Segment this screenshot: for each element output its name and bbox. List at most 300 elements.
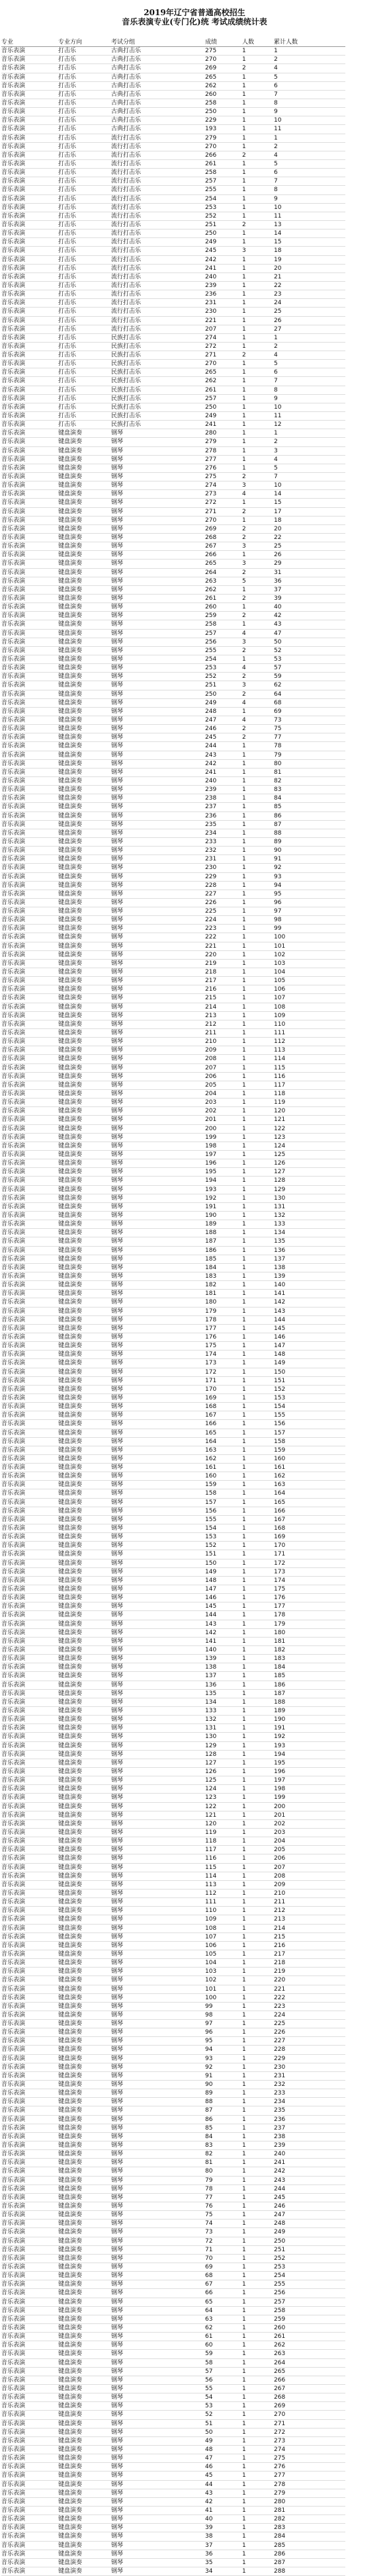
table-cell: 键盘演奏 [58,917,83,924]
table-row [1,2489,345,2498]
table-cell: 192 [274,1733,286,1741]
table-cell: 音乐表演 [1,403,26,411]
table-cell: 钢琴 [111,2133,124,2140]
table-cell: 音乐表演 [1,1525,26,1532]
table-cell: 190 [205,1212,217,1219]
table-cell: 1 [242,499,246,507]
table-cell: 音乐表演 [1,2255,26,2262]
table-cell: 2 [242,221,246,228]
table-cell: 188 [274,1698,286,1706]
table-cell: 音乐表演 [1,1169,26,1176]
table-cell: 钢琴 [111,699,124,706]
table-cell: 音乐表演 [1,1925,26,1932]
table-cell: 2 [242,65,246,72]
table-cell: 钢琴 [111,2072,124,2079]
table-cell: 音乐表演 [1,1664,26,1671]
table-row [1,1003,345,1012]
table-cell: 钢琴 [111,1125,124,1132]
table-cell: 音乐表演 [1,1229,26,1237]
table-cell: 键盘演奏 [58,2272,83,2280]
table-row [1,760,345,769]
table-cell: 248 [205,708,217,715]
table-row [1,542,345,551]
table-cell: 键盘演奏 [58,1081,83,1089]
table-cell: 10 [274,403,282,411]
table-cell: 1 [242,1872,246,1880]
table-cell: 1 [242,1751,246,1758]
table-row [1,1724,345,1733]
table-cell: 226 [205,899,217,906]
table-row [1,847,345,855]
table-row [1,1655,345,1663]
table-cell: 钢琴 [111,2229,124,2236]
table-row [1,508,345,517]
table-cell: 钢琴 [111,1264,124,1271]
table-row [1,1247,345,1255]
table-cell: 键盘演奏 [58,977,83,985]
table-cell: 140 [205,1647,217,1654]
table-cell: 225 [274,2020,286,2028]
table-cell: 23 [274,291,282,298]
table-cell: 音乐表演 [1,2420,26,2427]
table-cell: 36 [274,577,282,585]
table-cell: 钢琴 [111,995,124,1002]
table-cell: 键盘演奏 [58,2385,83,2392]
table-cell: 205 [205,1081,217,1089]
table-cell: 钢琴 [111,1838,124,1845]
table-cell: 3 [242,543,246,550]
table-cell: 193 [205,126,217,133]
table-cell: 1 [242,1507,246,1515]
table-row [1,1264,345,1272]
table-cell: 音乐表演 [1,1759,26,1766]
table-cell: 1 [242,1725,246,1732]
table-cell: 音乐表演 [1,2385,26,2392]
table-cell: 音乐表演 [1,986,26,993]
table-cell: 252 [205,212,217,220]
table-row [1,343,345,351]
table-cell: 钢琴 [111,1151,124,1158]
table-cell: 1 [242,464,246,472]
table-cell: 音乐表演 [1,317,26,324]
table-cell: 音乐表演 [1,273,26,280]
table-cell: 204 [274,1838,286,1845]
table-cell: 143 [274,1308,286,1315]
table-cell: 音乐表演 [1,1942,26,1949]
table-cell: 108 [205,1925,217,1932]
table-cell: 274 [205,334,217,341]
table-cell: 218 [274,1960,286,1967]
table-row [1,1994,345,2003]
table-cell: 182 [274,1647,286,1654]
table-cell: 音乐表演 [1,1916,26,1923]
table-cell: 钢琴 [111,769,124,776]
table-cell: 1 [242,760,246,767]
table-cell: 177 [274,1603,286,1610]
table-row [1,1142,345,1151]
table-cell: 1 [242,1377,246,1384]
table-row [1,1524,345,1533]
table-cell: 键盘演奏 [58,751,83,759]
table-cell: 键盘演奏 [58,1855,83,1862]
table-cell: 钢琴 [111,1064,124,1071]
table-cell: 键盘演奏 [58,1751,83,1758]
table-cell: 47 [205,2455,213,2462]
table-cell: 钢琴 [111,2498,124,2505]
table-cell: 1 [242,291,246,298]
table-cell: 键盘演奏 [58,2220,83,2227]
table-cell: 音乐表演 [1,1003,26,1011]
table-cell: 224 [274,2011,286,2018]
table-cell: 11 [274,413,282,420]
table-cell: 钢琴 [111,1820,124,1827]
table-row [1,681,345,690]
table-cell: 222 [274,1994,286,2001]
table-row [1,2046,345,2054]
table-cell: 音乐表演 [1,1438,26,1445]
table-cell: 1 [242,1047,246,1054]
table-cell: 88 [274,829,282,837]
table-cell: 打击乐 [58,334,77,341]
table-cell: 音乐表演 [1,995,26,1002]
table-cell: 57 [205,2368,213,2375]
table-cell: 钢琴 [111,1421,124,1428]
table-cell: 196 [205,1160,217,1167]
table-cell: 钢琴 [111,2124,124,2132]
table-cell: 钢琴 [111,1655,124,1663]
table-cell: 1 [242,1247,246,1254]
table-cell: 39 [205,2524,213,2532]
table-cell: 1 [242,265,246,272]
table-row [1,1837,345,1846]
table-row [1,2393,345,2402]
table-cell: 键盘演奏 [58,2029,83,2036]
table-cell: 1 [242,2237,246,2245]
table-cell: 键盘演奏 [58,1872,83,1880]
table-cell: 流行打击乐 [111,187,142,194]
table-cell: 180 [205,1299,217,1306]
table-cell: 钢琴 [111,1716,124,1724]
table-cell: 键盘演奏 [58,2046,83,2054]
table-cell: 键盘演奏 [58,2524,83,2532]
table-cell: 键盘演奏 [58,1925,83,1932]
table-cell: 1 [242,73,246,81]
table-cell: 141 [274,1290,286,1298]
table-cell: 键盘演奏 [58,1464,83,1472]
table-cell: 键盘演奏 [58,2290,83,2297]
table-cell: 1 [274,430,278,437]
table-cell: 音乐表演 [1,447,26,454]
table-cell: 音乐表演 [1,1056,26,1063]
table-cell: 258 [205,169,217,177]
table-cell: 1 [242,1499,246,1506]
table-cell: 钢琴 [111,586,124,593]
table-row [1,1020,345,1029]
table-cell: 1 [242,334,246,341]
table-row [1,1698,345,1707]
table-cell: 1 [242,1020,246,1028]
table-cell: 音乐表演 [1,1177,26,1184]
table-cell: 1 [242,1073,246,1080]
table-cell: 键盘演奏 [58,1151,83,1158]
table-cell: 钢琴 [111,1142,124,1149]
table-cell: 音乐表演 [1,99,26,106]
table-cell: 127 [205,1759,217,1766]
table-cell: 流行打击乐 [111,151,142,159]
table-cell: 1 [242,239,246,246]
table-cell: 键盘演奏 [58,2212,83,2219]
table-cell: 10 [274,482,282,489]
table-cell: 音乐表演 [1,2368,26,2375]
table-cell: 音乐表演 [1,569,26,576]
table-cell: 165 [274,1499,286,1506]
table-cell: 钢琴 [111,517,124,524]
table-cell: 钢琴 [111,1282,124,1289]
table-cell: 202 [274,1820,286,1827]
table-cell: 键盘演奏 [58,1620,83,1628]
table-row [1,786,345,794]
table-cell: 钢琴 [111,2385,124,2392]
table-cell: 2 [274,143,278,150]
table-cell: 112 [205,1890,217,1897]
table-cell: 53 [205,2403,213,2410]
table-cell: 键盘演奏 [58,960,83,967]
table-row [1,586,345,595]
table-cell: 144 [274,1316,286,1323]
table-cell: 钢琴 [111,1394,124,1401]
table-row [1,1272,345,1281]
table-cell: 钢琴 [111,621,124,628]
table-cell: 5 [274,160,278,167]
table-cell: 键盘演奏 [58,1507,83,1515]
table-row [1,403,345,412]
table-cell: 打击乐 [58,126,77,133]
table-cell: 138 [205,1664,217,1671]
table-cell: 1 [242,1829,246,1836]
table-cell: 236 [274,2116,286,2123]
table-cell: 271 [205,508,217,515]
table-row [1,2141,345,2150]
table-row [1,2333,345,2341]
table-cell: 53 [274,655,282,663]
table-row [1,256,345,265]
table-cell: 键盘演奏 [58,890,83,897]
table-cell: 钢琴 [111,569,124,576]
table-cell: 钢琴 [111,1568,124,1575]
table-cell: 音乐表演 [1,2081,26,2089]
table-cell: 键盘演奏 [58,856,83,863]
table-cell: 键盘演奏 [58,1047,83,1054]
table-cell: 钢琴 [111,690,124,698]
table-cell: 钢琴 [111,2559,124,2566]
table-cell: 181 [274,1638,286,1645]
table-cell: 钢琴 [111,508,124,515]
table-cell: 1 [242,1664,246,1671]
table-row [1,99,345,108]
table-cell: 255 [205,647,217,654]
table-row [1,395,345,403]
table-cell: 键盘演奏 [58,1177,83,1184]
table-cell: 211 [205,1030,217,1037]
table-row [1,699,345,708]
table-cell: 打击乐 [58,421,77,429]
table-cell: 键盘演奏 [58,1864,83,1871]
table-cell: 111 [205,1899,217,1906]
table-cell: 音乐表演 [1,734,26,741]
table-cell: 3 [242,482,246,489]
table-cell: 13 [274,221,282,228]
table-cell: 键盘演奏 [58,1516,83,1523]
table-row [1,569,345,577]
table-cell: 打击乐 [58,317,77,324]
table-cell: 钢琴 [111,917,124,924]
table-cell: 1 [242,2333,246,2341]
table-cell: 键盘演奏 [58,1125,83,1132]
table-cell: 68 [274,699,282,706]
table-cell: 键盘演奏 [58,1933,83,1940]
table-cell: 1 [242,421,246,429]
table-cell: 键盘演奏 [58,673,83,681]
table-cell: 钢琴 [111,1446,124,1454]
table-cell: 259 [274,2315,286,2323]
table-cell: 键盘演奏 [58,1786,83,1793]
table-row [1,882,345,890]
table-cell: 键盘演奏 [58,1890,83,1897]
table-cell: 286 [274,2550,286,2557]
table-cell: 105 [274,977,286,985]
table-cell: 99 [274,925,282,933]
table-cell: 235 [274,2107,286,2114]
table-cell: 5 [274,360,278,368]
table-cell: 155 [205,1516,217,1523]
table-cell: 1 [242,1238,246,1245]
table-cell: 1 [242,1803,246,1810]
table-cell: 钢琴 [111,2307,124,2314]
table-cell: 音乐表演 [1,474,26,481]
table-cell: 钢琴 [111,1960,124,1967]
table-cell: 261 [205,595,217,602]
table-cell: 1 [242,82,246,89]
table-cell: 钢琴 [111,2046,124,2054]
table-cell: 141 [205,1638,217,1645]
table-cell: 153 [274,1394,286,1401]
table-cell: 4 [242,630,246,637]
header-cell: 累计人数 [274,39,298,46]
table-cell: 键盘演奏 [58,1308,83,1315]
table-row [1,317,345,325]
table-cell: 音乐表演 [1,960,26,967]
table-cell: 1 [242,1716,246,1724]
table-cell: 142 [205,1629,217,1636]
table-cell: 音乐表演 [1,2237,26,2245]
table-cell: 键盘演奏 [58,1429,83,1436]
table-cell: 钢琴 [111,1777,124,1784]
table-row [1,829,345,838]
table-cell: 钢琴 [111,1186,124,1193]
table-cell: 34 [205,2567,213,2575]
table-cell: 269 [205,525,217,532]
table-cell: 1 [242,804,246,811]
table-cell: 1 [242,1160,246,1167]
table-cell: 79 [274,751,282,759]
table-cell: 键盘演奏 [58,777,83,784]
table-cell: 272 [205,499,217,507]
table-cell: 钢琴 [111,2029,124,2036]
table-cell: 118 [274,1091,286,1098]
table-cell: 键盘演奏 [58,821,83,828]
table-cell: 239 [274,2142,286,2149]
table-row [1,1829,345,1837]
table-row [1,1785,345,1794]
table-cell: 86 [274,812,282,819]
table-cell: 键盘演奏 [58,2498,83,2505]
table-cell: 音乐表演 [1,1872,26,1880]
table-cell: 1 [242,2281,246,2288]
table-cell: 音乐表演 [1,308,26,315]
table-cell: 1 [242,1977,246,1984]
table-cell: 62 [274,682,282,689]
table-cell: 257 [205,395,217,402]
table-cell: 音乐表演 [1,726,26,733]
table-cell: 257 [274,2298,286,2306]
table-cell: 192 [205,1194,217,1202]
table-cell: 264 [205,569,217,576]
table-cell: 35 [205,2559,213,2566]
table-cell: 157 [205,1499,217,1506]
table-row [1,985,345,994]
table-cell: 键盘演奏 [58,1169,83,1176]
table-cell: 1 [242,1960,246,1967]
table-cell: 音乐表演 [1,325,26,333]
table-cell: 263 [274,2350,286,2358]
table-cell: 171 [274,1551,286,1558]
table-cell: 229 [205,117,217,124]
table-cell: 音乐表演 [1,1255,26,1263]
table-cell: 250 [205,108,217,116]
table-cell: 音乐表演 [1,786,26,794]
table-row [1,1638,345,1646]
table-cell: 打击乐 [58,56,77,63]
table-cell: 钢琴 [111,2437,124,2444]
table-cell: 247 [205,716,217,724]
table-cell: 1 [242,1838,246,1845]
table-cell: 2 [242,673,246,681]
table-cell: 音乐表演 [1,2133,26,2140]
table-cell: 1 [242,1551,246,1558]
table-cell: 钢琴 [111,1612,124,1619]
table-cell: 2 [242,474,246,481]
table-cell: 1 [242,1343,246,1350]
table-cell: 186 [205,1247,217,1254]
table-cell: 153 [205,1534,217,1541]
table-cell: 109 [205,1916,217,1923]
table-cell: 233 [205,838,217,845]
table-cell: 键盘演奏 [58,1030,83,1037]
table-cell: 钢琴 [111,2550,124,2557]
table-cell: 钢琴 [111,1664,124,1671]
table-cell: 音乐表演 [1,195,26,202]
table-cell: 键盘演奏 [58,786,83,794]
table-cell: 113 [205,1881,217,1888]
table-cell: 147 [274,1343,286,1350]
table-cell: 1 [242,1108,246,1115]
table-cell: 121 [274,1116,286,1124]
table-cell: 民族打击乐 [111,421,142,429]
table-cell: 音乐表演 [1,2342,26,2349]
table-row [1,2211,345,2220]
table-row [1,47,345,56]
table-cell: 189 [274,1708,286,1714]
